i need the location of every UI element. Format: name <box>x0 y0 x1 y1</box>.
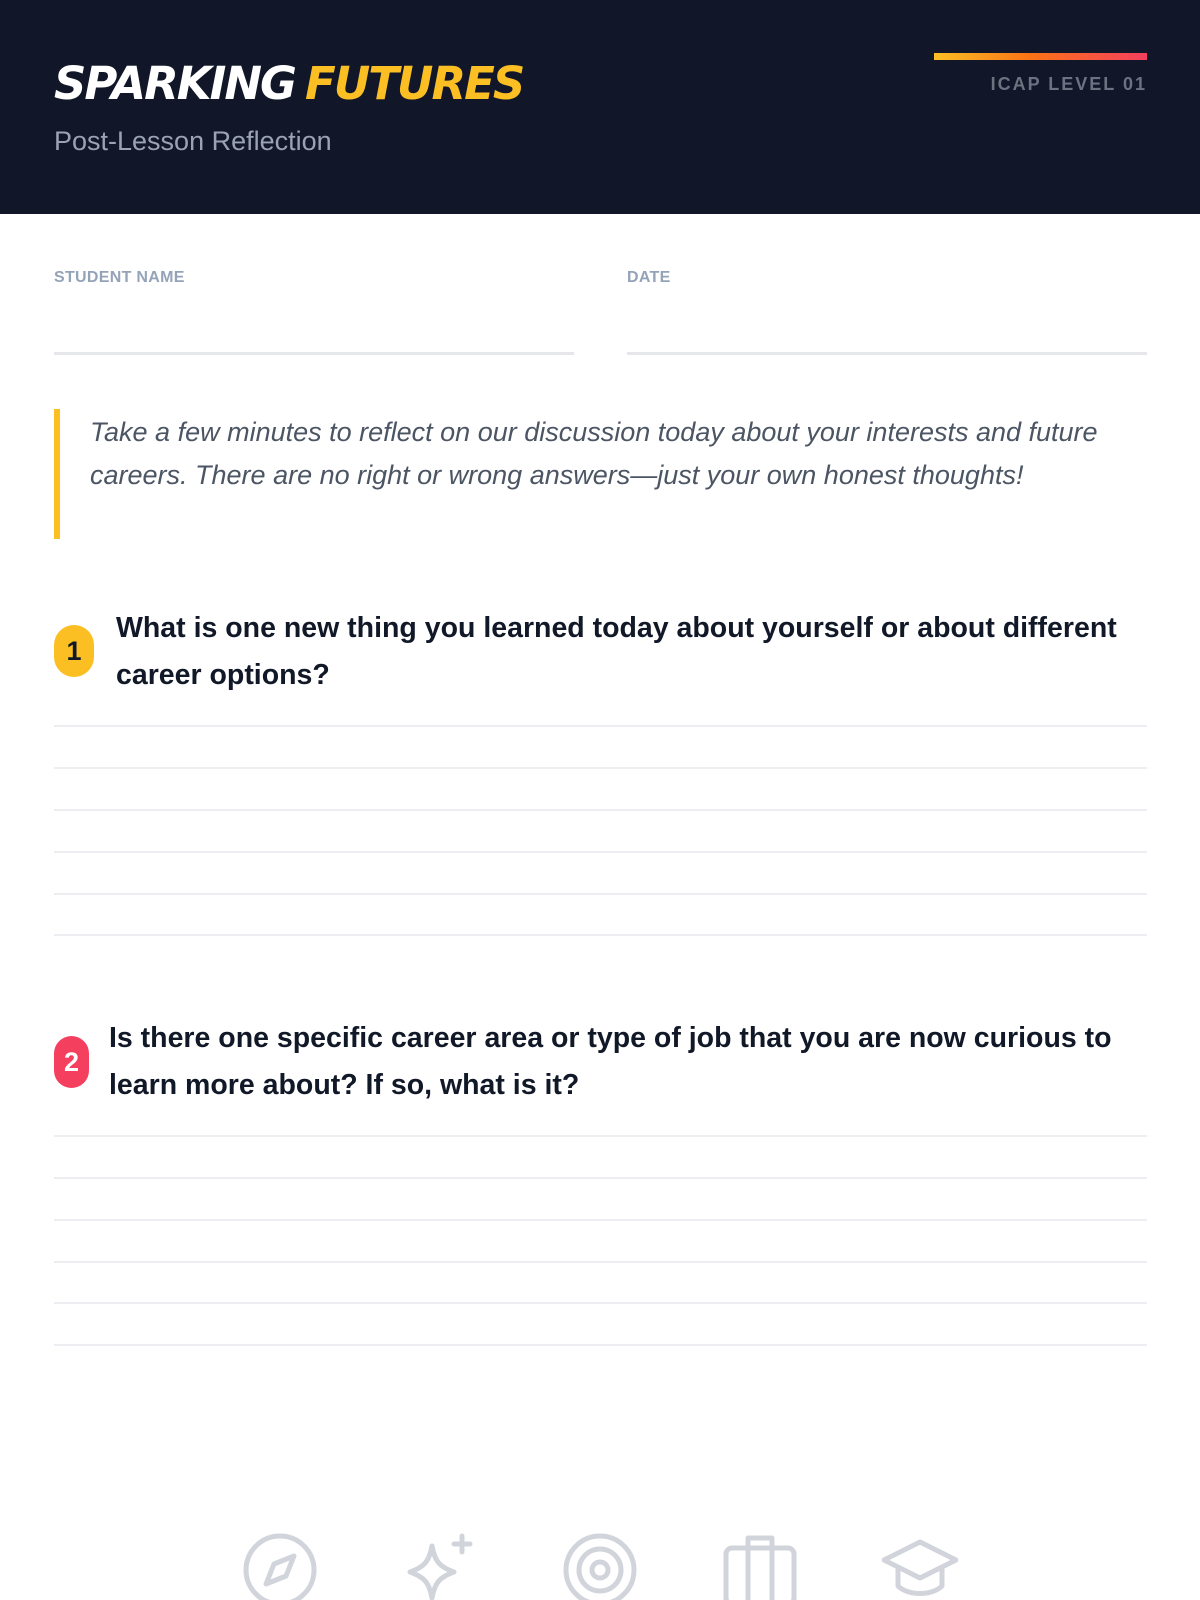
question-1-badge: 1 <box>54 625 94 677</box>
brand-word-sparking: SPARKING <box>54 57 295 110</box>
student-name-label: STUDENT NAME <box>54 269 185 286</box>
answer-line <box>54 934 1147 936</box>
footer-icons <box>0 1532 1200 1600</box>
question-2-text: Is there one specific career area or type of job that you are now curious to learn more about? If so, what is it? <box>109 1022 1112 1101</box>
date-field[interactable] <box>627 352 1147 355</box>
answer-line <box>54 809 1147 811</box>
briefcase-icon <box>722 1532 798 1600</box>
answer-line <box>54 851 1147 853</box>
header <box>0 0 1200 214</box>
date-label: DATE <box>627 269 671 286</box>
target-icon <box>562 1532 638 1600</box>
answer-line <box>54 1177 1147 1179</box>
student-name-field[interactable] <box>54 352 574 355</box>
intro-text: Take a few minutes to reflect on our discussion today about your interests and future careers. There are no right or wrong answers—just your own honest thoughts! <box>54 409 1147 539</box>
answer-line <box>54 767 1147 769</box>
answer-line <box>54 725 1147 727</box>
page-subtitle: Post-Lesson Reflection <box>54 126 332 156</box>
question-2-badge: 2 <box>54 1036 89 1088</box>
question-1-text: What is one new thing you learned today about yourself or about different career options? <box>116 612 1117 691</box>
answer-line <box>54 1219 1147 1221</box>
answer-line <box>54 1344 1147 1346</box>
brand-logo <box>54 54 523 114</box>
level-badge: ICAP LEVEL 01 <box>990 74 1147 94</box>
brand-word-futures: FUTURES <box>304 57 524 110</box>
accent-bar <box>934 53 1147 60</box>
answer-line <box>54 1135 1147 1137</box>
answer-line <box>54 1302 1147 1304</box>
sparkle-icon <box>402 1532 478 1600</box>
graduation-cap-icon <box>882 1532 958 1600</box>
answer-line <box>54 893 1147 895</box>
answer-line <box>54 1261 1147 1263</box>
compass-icon <box>242 1532 318 1600</box>
